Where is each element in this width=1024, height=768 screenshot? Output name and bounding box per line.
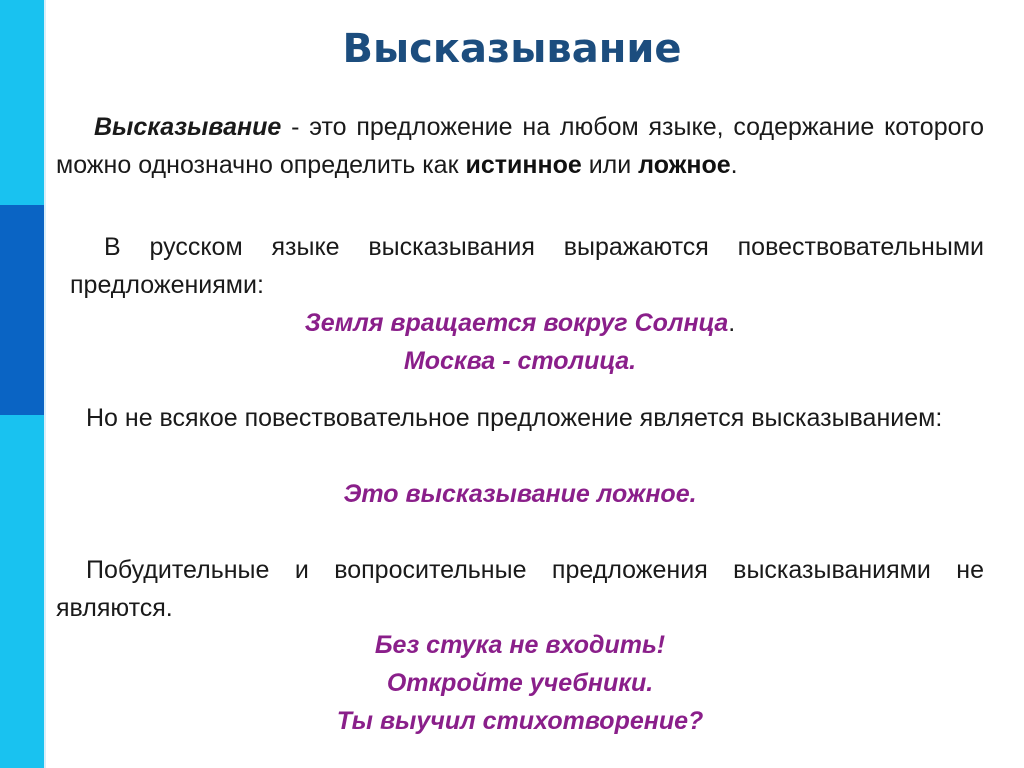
- example-earth-period: .: [728, 309, 736, 337]
- definition-end: .: [730, 151, 738, 179]
- imperative-text: Побудительные и вопросительные предложения высказываниями не являются.: [56, 556, 984, 622]
- not-every-paragraph: [56, 399, 968, 437]
- example-moscow: Москва - столица.: [403, 347, 637, 375]
- imperative-paragraph: [56, 551, 984, 627]
- example-poem-question: Ты выучил стихотворение?: [336, 707, 704, 735]
- example-earth: [56, 304, 984, 342]
- definition-term: Высказывание: [94, 113, 282, 141]
- example-false-statement: Это высказывание ложное.: [343, 480, 697, 508]
- false-word: ложное: [638, 151, 731, 179]
- slide-title: Высказывание: [342, 26, 682, 72]
- side-bar-middle-segment: [0, 205, 44, 415]
- side-bar-bottom-segment: [0, 415, 44, 768]
- example-no-knock: Без стука не входить!: [374, 631, 666, 659]
- side-decoration-bar: [0, 0, 44, 768]
- example-earth-text: Земля вращается вокруг Солнца: [304, 309, 729, 337]
- example-open-books: Откройте учебники.: [386, 669, 654, 697]
- or-word: или: [581, 151, 639, 179]
- russian-text: В русском языке высказывания выражаются повествовательными предложениями:: [70, 233, 984, 299]
- true-word: истинное: [465, 151, 582, 179]
- not-every-text: Но не всякое повествовательное предложение является высказыванием:: [86, 404, 943, 432]
- definition-paragraph: [56, 108, 984, 184]
- definition-text: - это предложение на любом языке, содержание которого можно однозначно определить как: [56, 113, 984, 179]
- russian-paragraph: [70, 228, 984, 304]
- side-bar-divider-line: [44, 0, 46, 768]
